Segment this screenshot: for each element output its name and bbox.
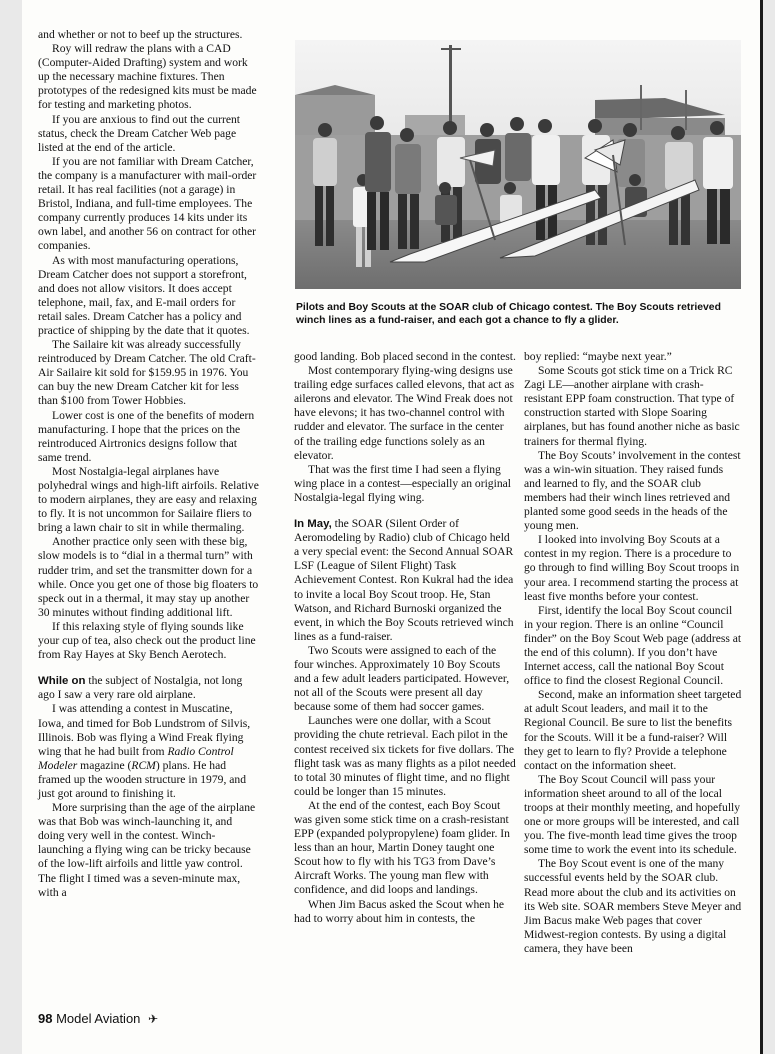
paragraph: The Boy Scouts’ involvement in the contest was a win-win situation. They raised funds and learned to fly, and the SOAR club members had their winch lines retrieved and planted some good seeds in the heads of the young men.: [524, 448, 741, 533]
paragraph-text: I was attending a contest in Muscatine, Iowa, and timed for Bob Lundstrom of Silvis, Illinois. Bob was flying a Wind Freak flying wing that he had built from: [38, 702, 251, 758]
paragraph: The Sailaire kit was already successfully reintroduced by Dream Catcher. The old Craft-Air Sailaire kit sold for $159.95 in 1976. You can buy the new Dream Catcher kit for less than $100 from Tower Hobbies.: [38, 338, 256, 408]
paragraph-text: ) plans. He had framed up the wooden structure in 1979, and just got around to finishing it.: [38, 758, 246, 800]
page-footer: [38, 1011, 158, 1026]
section-lead-in: While on: [38, 675, 86, 688]
paragraph-text: the subject of Nostalgia, not long ago I saw a very rare old airplane.: [38, 674, 243, 702]
paragraph: Launches were one dollar, with a Scout providing the chute retrieval. Each pilot in the contest received six tickets for five dollars. The flight task was as many flights as a pilot needed to total 30 minutes of flight time, and no flight could be longer than 15 minutes.: [294, 714, 516, 798]
paragraph: At the end of the contest, each Boy Scout was given some stick time on a crash-resistant EPP (expanded polypropylene) foam glider. In less than an hour, Martin Doney taught one Scout how to fly with his TG3 from Dave’s Aircraft Works. The young man flew with confidence, and did loops and landings.: [294, 798, 510, 897]
text-column-3: [524, 350, 742, 956]
paragraph-text: magazine (: [77, 758, 132, 772]
paragraph: Another practice only seen with these big, slow models is to “dial in a thermal turn” with rudder trim, and set the transmitter down for a while. Once you get one of those big floaters to speck out in a thermal, it may stay up another 30 minutes without finding additional lift.: [38, 535, 259, 619]
paragraph-text: the SOAR (Silent Order of Aeromodeling by Radio) club of Chicago held a very special event: the Second Annual SOAR LSF (League of Silent Flight) Task Achievement Contest. Ron Kukral had the idea to invite a local Boy Scout troop. He, Stan Watson, and Richard Burnoski organized the event, in which the Boy Scouts retrieved winch lines as a fund-raiser.: [294, 517, 514, 643]
paragraph: I looked into involving Boy Scouts at a contest in my region. There is a procedure to go through to find willing Boy Scout troops in your area. I recommend starting the process at least five months before your contest.: [524, 533, 740, 603]
paragraph: Most contemporary flying-wing designs use trailing edge surfaces called elevons, that act as ailerons and elevator. The Wind Freak does not have elevons; it has two-channel control with rudder and elevator. The surface in the center of the trailing edge functions solely as an elevator.: [294, 364, 515, 462]
paragraph: The Boy Scout event is one of the many successful events held by the SOAR club. Read more about the club and its activities on its Web site. SOAR members Steve Meyer and Jim Bacus make Web pages that cover Midwest-region contests. By using a digital camera, they have been: [524, 857, 742, 955]
paragraph: More surprising than the age of the airplane was that Bob was winch-launching it, and doing very well in the contest. Winch-launching a flying wing can be tricky because of the low-lift airfoils and little yaw control. The flight I timed was a seven-minute max, with a: [38, 801, 256, 899]
photo-caption: Pilots and Boy Scouts at the SOAR club of Chicago contest. The Boy Scouts retrieved winch lines as a fund-raiser, and each got a chance to fly a glider.: [296, 302, 721, 326]
magazine-abbrev: RCM: [131, 758, 156, 772]
paragraph: Lower cost is one of the benefits of modern manufacturing. I hope that the prices on the reintroduced Airtronics designs follow that same trend.: [38, 408, 255, 464]
section-lead-in: In May,: [294, 518, 332, 531]
text-column-1: [38, 28, 260, 900]
group-photo: [295, 40, 741, 289]
photo-illustration: [295, 40, 741, 289]
paragraph: Most Nostalgia-legal airplanes have polyhedral wings and high-lift airfoils. Relative to modern airplanes, they are easy and relaxing to fly. It is not uncommon for Sailaire fliers to bring a lawn chair to sit in while thermaling.: [38, 464, 259, 535]
paragraph: The Boy Scout Council will pass your information sheet around to all of the local troops at their monthly meeting, and hopefully one or more groups will be interested, and call you. The five-month lead time gives the troop some time to work the event into its schedule.: [524, 772, 741, 857]
airplane-icon: ✈: [148, 1012, 159, 1026]
paragraph: If you are not familiar with Dream Catcher, the company is a manufacturer with mail-order retail. It has real facilities (not a garage) in Bristol, Indiana, and full-time employees. The company currently produces 14 kits under its own label, and another 56 on contract for other companies.: [38, 154, 257, 253]
page-edge: [760, 0, 763, 1054]
paragraph: good landing. Bob placed second in the contest.: [294, 350, 516, 363]
magazine-title: Radio Control Modeler: [38, 744, 234, 772]
paragraph: If this relaxing style of flying sounds like your cup of tea, also check out the product line from Ray Hayes at Sky Bench Aerotech.: [38, 619, 256, 662]
paragraph: That was the first time I had seen a flying wing place in a contest—especially an original Nostalgia-legal flying wing.: [294, 462, 511, 504]
paragraph: and whether or not to beef up the structures.: [38, 28, 243, 41]
section-paragraph: [294, 517, 516, 644]
section-paragraph: [38, 674, 260, 702]
paragraph: Two Scouts were assigned to each of the four winches. Approximately 10 Boy Scouts and a few adult leaders participated. However, not all of the Scouts were present all day because some of them had soccer games.: [294, 643, 510, 714]
paragraph: [38, 702, 260, 801]
paragraph: When Jim Bacus asked the Scout when he had to worry about him in contests, the: [294, 897, 505, 925]
paragraph: First, identify the local Boy Scout council in your region. There is an online “Council finder” on the Boy Scout Web page (address at the end of this column). If you don’t have Internet access, call the national Boy Scout office to find the closest Regional Council.: [524, 603, 742, 688]
magazine-name: Model Aviation: [56, 1011, 141, 1026]
text-column-2: [294, 350, 516, 926]
paragraph: Roy will redraw the plans with a CAD (Computer-Aided Drafting) system and work up the necessary machine fixtures. Then prototypes of the redesigned kits must be made for testing and marketing photos.: [38, 42, 257, 112]
paragraph: If you are anxious to find out the current status, check the Dream Catcher Web page listed at the end of the article.: [38, 112, 241, 154]
paragraph: Second, make an information sheet targeted at adult Scout leaders, and mail it to the Regional Council. Be sure to list the benefits for the Scouts. Will it be a fund-raiser? Will they get to learn to fly? Provide a telephone contact on the information sheet.: [524, 688, 742, 772]
paragraph: Some Scouts got stick time on a Trick RC Zagi LE—another airplane with crash-resistant EPP foam construction. That type of construction started with Slope Soaring airplanes, but has found another niche as basic trainers for thermal flying.: [524, 364, 740, 448]
paragraph: As with most manufacturing operations, Dream Catcher does not support a storefront, and does not allow visitors. It does accept telephone, mail, fax, and E-mail orders for retail sales. Dream Catcher has a policy and practice of shipping by the date that it quotes.: [38, 253, 250, 337]
paragraph: boy replied: “maybe next year.”: [524, 350, 672, 363]
page-number: 98: [38, 1011, 53, 1026]
